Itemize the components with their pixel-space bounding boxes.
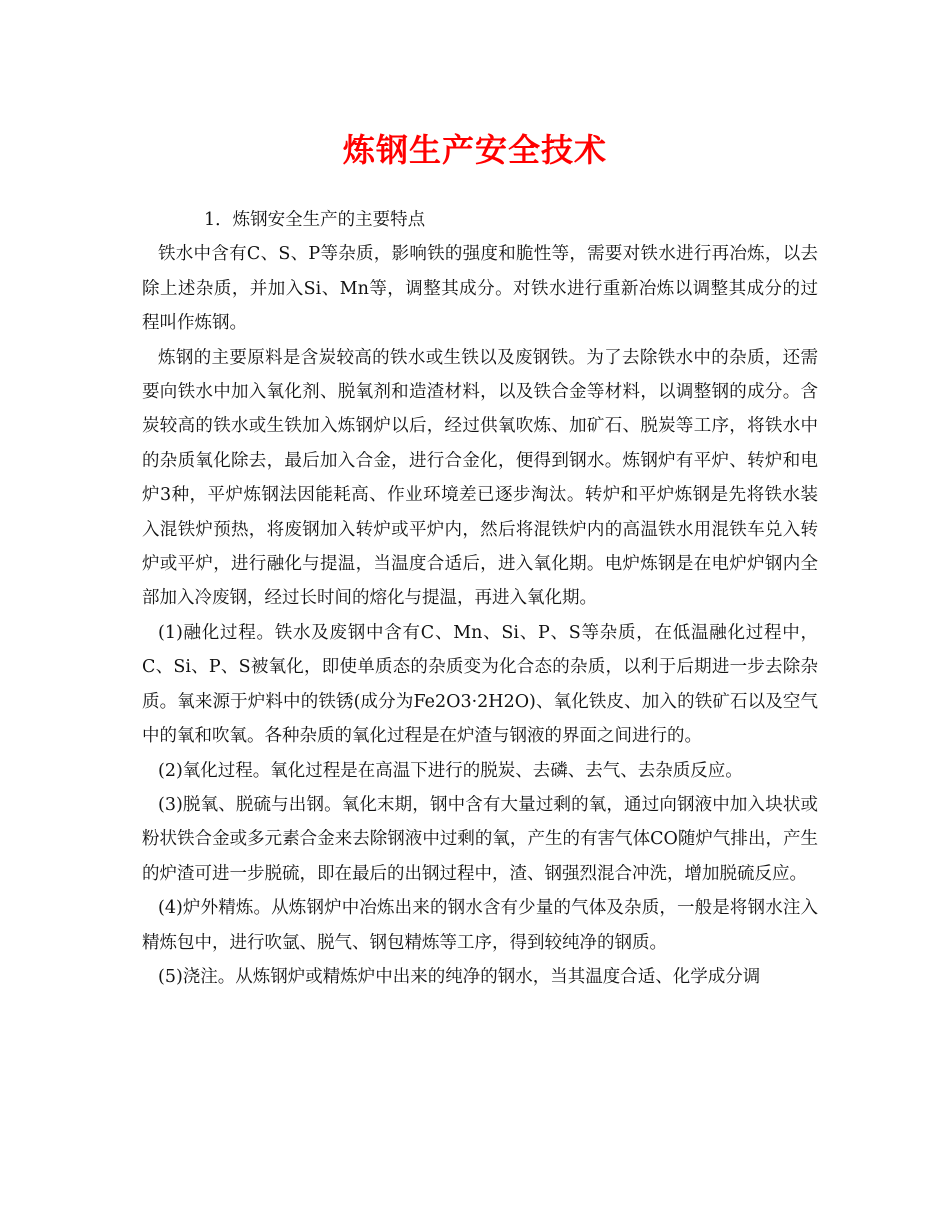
paragraph-intro: 铁水中含有C、S、P等杂质，影响铁的强度和脆性等，需要对铁水进行再冶炼，以去除上述杂质，并加入Si、Mn等，调整其成分。对铁水进行重新冶炼以调整其成分的过程叫作炼钢。 (142, 244, 818, 334)
paragraph-oxidation: (2)氧化过程。氧化过程是在高温下进行的脱炭、去磷、去气、去杂质反应。 (158, 760, 743, 781)
paragraph-deoxidation: (3)脱氧、脱硫与出钢。氧化末期，钢中含有大量过剩的氧，通过向钢液中加入块状或粉状铁合金或多元素合金来去除钢液中过剩的氧，产生的有害气体CO随炉气排出，产生的炉渣可进一步脱硫，即在最后的出钢过程中，渣、钢强烈混合冲洗，增加脱硫反应。 (142, 794, 818, 884)
document-body (142, 203, 818, 994)
paragraph-refining: (4)炉外精炼。从炼钢炉中冶炼出来的钢水含有少量的气体及杂质，一般是将钢水注入精炼包中，进行吹氩、脱气、钢包精炼等工序，得到较纯净的钢质。 (142, 898, 818, 953)
paragraph-casting: (5)浇注。从炼钢炉或精炼炉中出来的纯净的钢水，当其温度合适、化学成分调 (158, 966, 761, 987)
paragraph-raw-materials: 炼钢的主要原料是含炭较高的铁水或生铁以及废钢铁。为了去除铁水中的杂质，还需要向铁水中加入氧化剂、脱氧剂和造渣材料，以及铁合金等材料，以调整钢的成分。含炭较高的铁水或生铁加入炼钢炉以后，经过供氧吹炼、加矿石、脱炭等工序，将铁水中的杂质氧化除去，最后加入合金，进行合金化，便得到钢水。炼钢炉有平炉、转炉和电炉3种，平炉炼钢法因能耗高、作业环境差已逐步淘汰。转炉和平炉炼钢是先将铁水装入混铁炉预热，将废钢加入转炉或平炉内，然后将混铁炉内的高温铁水用混铁车兑入转炉或平炉，进行融化与提温，当温度合适后，进入氧化期。电炉炼钢是在电炉炉钢内全部加入冷废钢，经过长时间的熔化与提温，再进入氧化期。 (142, 347, 818, 609)
paragraph-melting: (1)融化过程。铁水及废钢中含有C、Mn、Si、P、S等杂质，在低温融化过程中，C、Si、P、S被氧化，即使单质态的杂质变为化合态的杂质，以利于后期进一步去除杂质。氧来源于炉料中的铁锈(成分为Fe2O3·2H2O)、氧化铁皮、加入的铁矿石以及空气中的氧和吹氧。各种杂质的氧化过程是在炉渣与钢液的界面之间进行的。 (142, 622, 818, 747)
section-heading: 1．炼钢安全生产的主要特点 (204, 210, 426, 230)
document-title: 炼钢生产安全技术 (342, 131, 607, 169)
